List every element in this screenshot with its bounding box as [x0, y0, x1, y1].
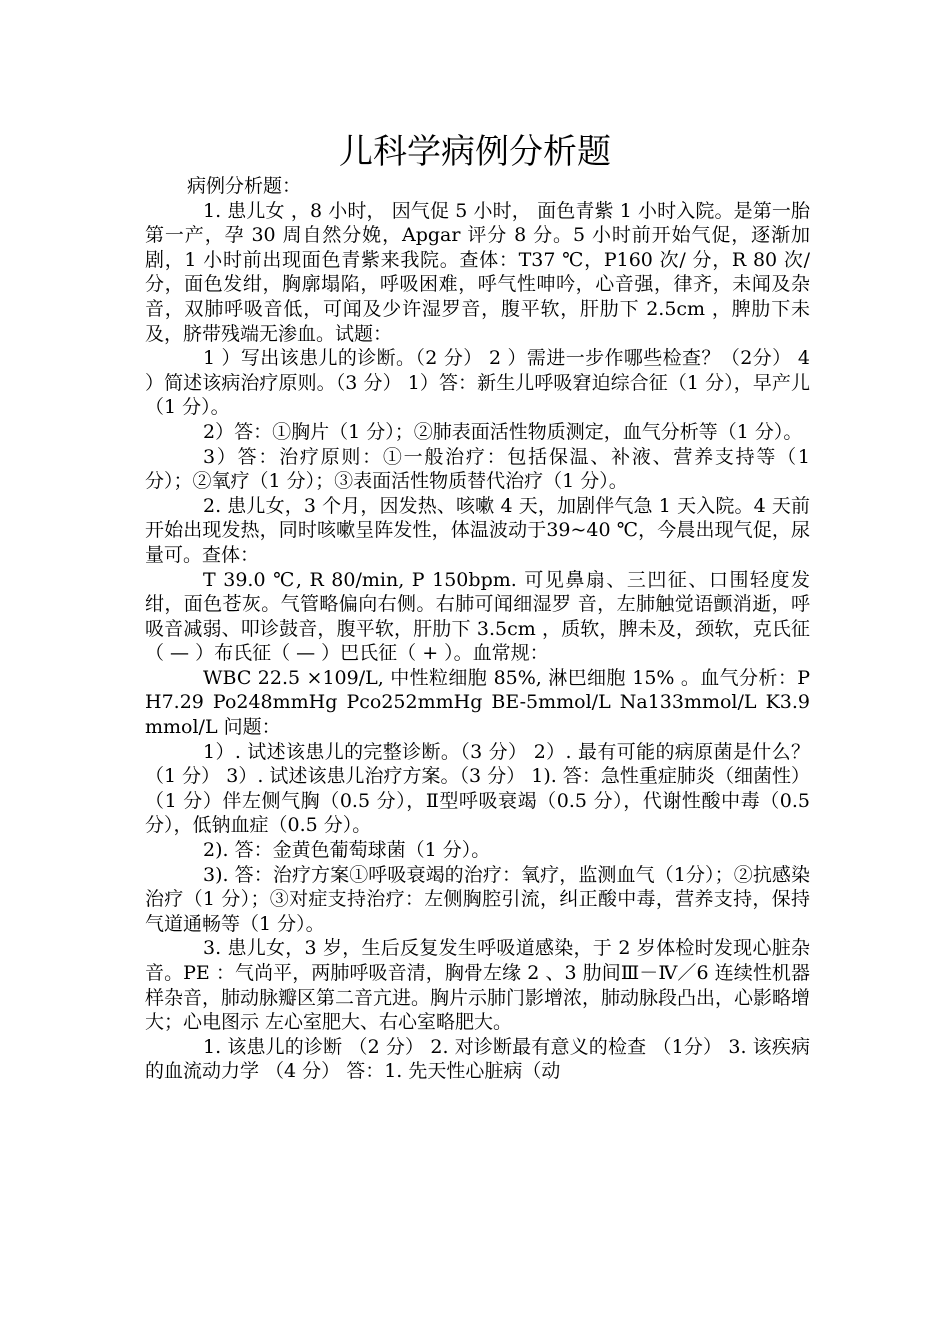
- case-1-answer-2: 2）答：①胸片（1 分）；②肺表面活性物质测定，血气分析等（1 分）。: [203, 420, 803, 443]
- case-2-answer-3: 3). 答：治疗方案①呼吸衰竭的治疗：氧疗，监测血气（1分）；②抗感染治疗（1 分）；③对症支持治疗：左侧胸腔引流，纠正酸中毒，营养支持，保持气道通畅等（1 分）。: [145, 863, 810, 935]
- case-2-labs: WBC 22.5 ×109/L, 中性粒细胞 85%, 淋巴细胞 15% 。血气分析：PH7.29 Po248mmHg Pco252mmHg BE-5mmol/L Na133mmol/L K3.9mmol/L 问题：: [145, 666, 810, 739]
- document-body: [145, 174, 810, 1084]
- case-2-answer-2: 2). 答：金黄色葡萄球菌（1 分）。: [203, 839, 491, 862]
- case-1-answer-3: 3）答：治疗原则：①一般治疗：包括保温、补液、营养支持等（1 分）；②氧疗（1 分）；③表面活性物质替代治疗（1 分）。: [145, 445, 810, 493]
- case-1-questions: 1 ）写出该患儿的诊断。（2 分） 2 ）需进一步作哪些检查？（2分） 4 ）简述该病治疗原则。（3 分） 1）答：新生儿呼吸窘迫综合征（1 分），早产儿（1 分）。: [145, 347, 810, 419]
- case-3-description: 3. 患儿女，3 岁，生后反复发生呼吸道感染，于 2 岁体检时发现心脏杂音。PE ：气尚平，两肺呼吸音清，胸骨左缘 2 、3 肋间Ⅲ－Ⅳ／6 连续性机器样杂音，肺动脉瓣区第二音亢进。胸片示肺门影增浓，肺动脉段凸出，心影略增大；心电图示 左心室肥大、右心室略肥大。: [145, 937, 811, 1034]
- section-heading: 病例分析题：: [187, 175, 302, 197]
- case-1-description: 1. 患儿女 ，8 小时， 因气促 5 小时， 面色青紫 1 小时入院。是第一胎第一产，孕 30 周自然分娩，Apgar 评分 8 分。5 小时前开始气促，逐渐加剧，1 小时前出现面色青紫来我院。查体：T37 ℃，P160 次/ 分，R 80 次/ 分，面色发绀，胸廓塌陷，呼吸困难，呼气性呻吟，心音强，律齐，未闻及杂音，双肺呼吸音低，可闻及少许湿罗音，腹平软，肝肋下 2.5cm ，脾肋下未及，脐带残端无渗血。试题：: [145, 199, 810, 345]
- case-3-questions: 1. 该患儿的诊断 （2 分） 2. 对诊断最有意义的检查 （1分） 3. 该疾病的血流动力学 （4 分） 答：1. 先天性心脏病（动: [145, 1035, 810, 1083]
- case-2-description: 2. 患儿女，3 个月，因发热、咳嗽 4 天，加剧伴气急 1 天入院。4 天前开始出现发热，同时咳嗽呈阵发性，体温波动于39~40 ℃，今晨出现气促，尿量可。查体：: [145, 494, 810, 566]
- case-2-exam: T 39.0 ℃, R 80/min, P 150bpm. 可见鼻扇、三凹征、口围轻度发绀，面色苍灰。气管略偏向右侧。右肺可闻细湿罗 音，左肺触觉语颤消逝，呼吸音减弱、叩诊鼓音，腹平软，肝肋下 3.5cm ，质软，脾未及，颈软，克氏征（ — ）布氏征（ — ）巴氏征（ + ）。血常规：: [145, 568, 810, 665]
- case-2-questions: 1）. 试述该患儿的完整诊断。（3 分） 2）. 最有可能的病原菌是什么？（1 分） 3）. 试述该患儿治疗方案。（3 分） 1). 答：急性重症肺炎（细菌性）（1 分）伴左侧气胸（0.5 分），Ⅱ型呼吸衰竭（0.5 分），代谢性酸中毒（0.5 分），低钠血症（0.5 分）。: [145, 740, 810, 837]
- document-title: 儿科学病例分析题: [339, 132, 611, 172]
